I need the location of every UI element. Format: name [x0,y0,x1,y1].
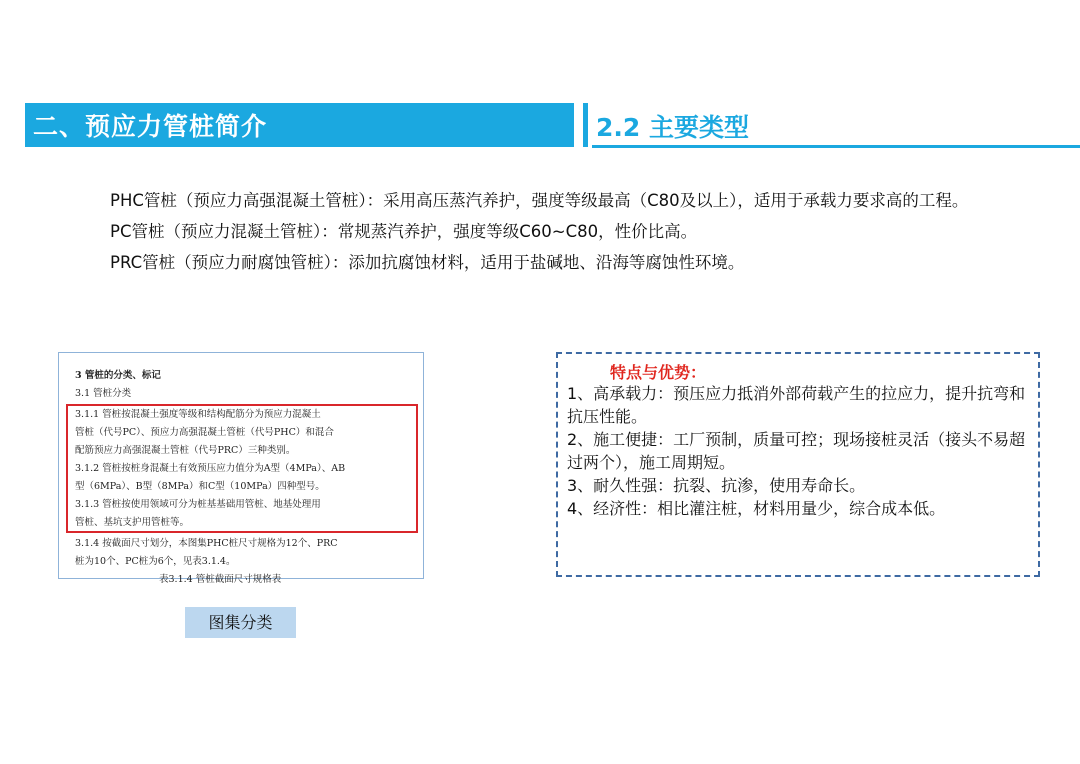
excerpt-line: 型（6MPa）、B型（8MPa）和C型（10MPa）四种型号。 [75,481,325,492]
excerpt-line: 3.1.1 管桩按混凝土强度等级和结构配筋分为预应力混凝土 [75,409,321,420]
feature-item: 3、耐久性强：抗裂、抗渗，使用寿命长。 [567,476,866,495]
standard-excerpt-image [58,352,424,585]
subsection-accent-bar [583,103,588,147]
excerpt-line: 管桩（代号PC）、预应力高强混凝土管桩（代号PHC）和混合 [75,427,334,438]
intro-text [70,185,1030,278]
feature-item: 4、经济性：相比灌注桩，材料用量少，综合成本低。 [567,499,946,518]
excerpt-line: 3.1.2 管桩按桩身混凝土有效预压应力值分为A型（4MPa）、AB [75,463,346,474]
features-list [567,382,1033,520]
features-title: 特点与优势： [610,363,707,382]
excerpt-line: 3.1 管桩分类 [75,388,132,399]
intro-phc: PHC管桩（预应力高强混凝土管桩）：采用高压蒸汽养护，强度等级最高（C80及以上），适用于承载力要求高的工程。 [110,191,969,210]
excerpt-line: 3 管桩的分类、标记 [75,370,161,381]
image-caption: 图集分类 [185,607,296,638]
section-title: 二、预应力管桩简介 [33,112,268,141]
feature-item: 1、高承载力：预压应力抵消外部荷载产生的拉应力，提升抗弯和抗压性能。 [567,384,1026,426]
feature-item: 2、施工便捷：工厂预制，质量可控；现场接桩灵活（接头不易超过两个），施工周期短。 [567,430,1026,472]
excerpt-line: 3.1.4 按截面尺寸划分，本图集PHC桩尺寸规格为12个、PRC [75,538,338,549]
subsection-title: 2.2 主要类型 [596,113,749,142]
excerpt-line: 表3.1.4 管桩截面尺寸规格表 [159,574,282,585]
intro-prc: PRC管桩（预应力耐腐蚀管桩）：添加抗腐蚀材料，适用于盐碱地、沿海等腐蚀性环境。 [110,253,745,272]
excerpt-line: 桩为10个、PC桩为6个，见表3.1.4。 [75,556,236,567]
highlight-frame [66,404,418,533]
section-header [25,103,574,147]
excerpt-line: 管桩、基坑支护用管桩等。 [75,517,190,528]
intro-pc: PC管桩（预应力混凝土管桩）：常规蒸汽养护，强度等级C60~C80，性价比高。 [110,222,698,241]
excerpt-line: 配筋预应力高强混凝土管桩（代号PRC）三种类别。 [75,445,296,456]
features-panel [556,352,1040,577]
subsection-underline [592,145,1080,148]
excerpt-line: 3.1.3 管桩按使用领域可分为桩基基础用管桩、地基处理用 [75,499,321,510]
